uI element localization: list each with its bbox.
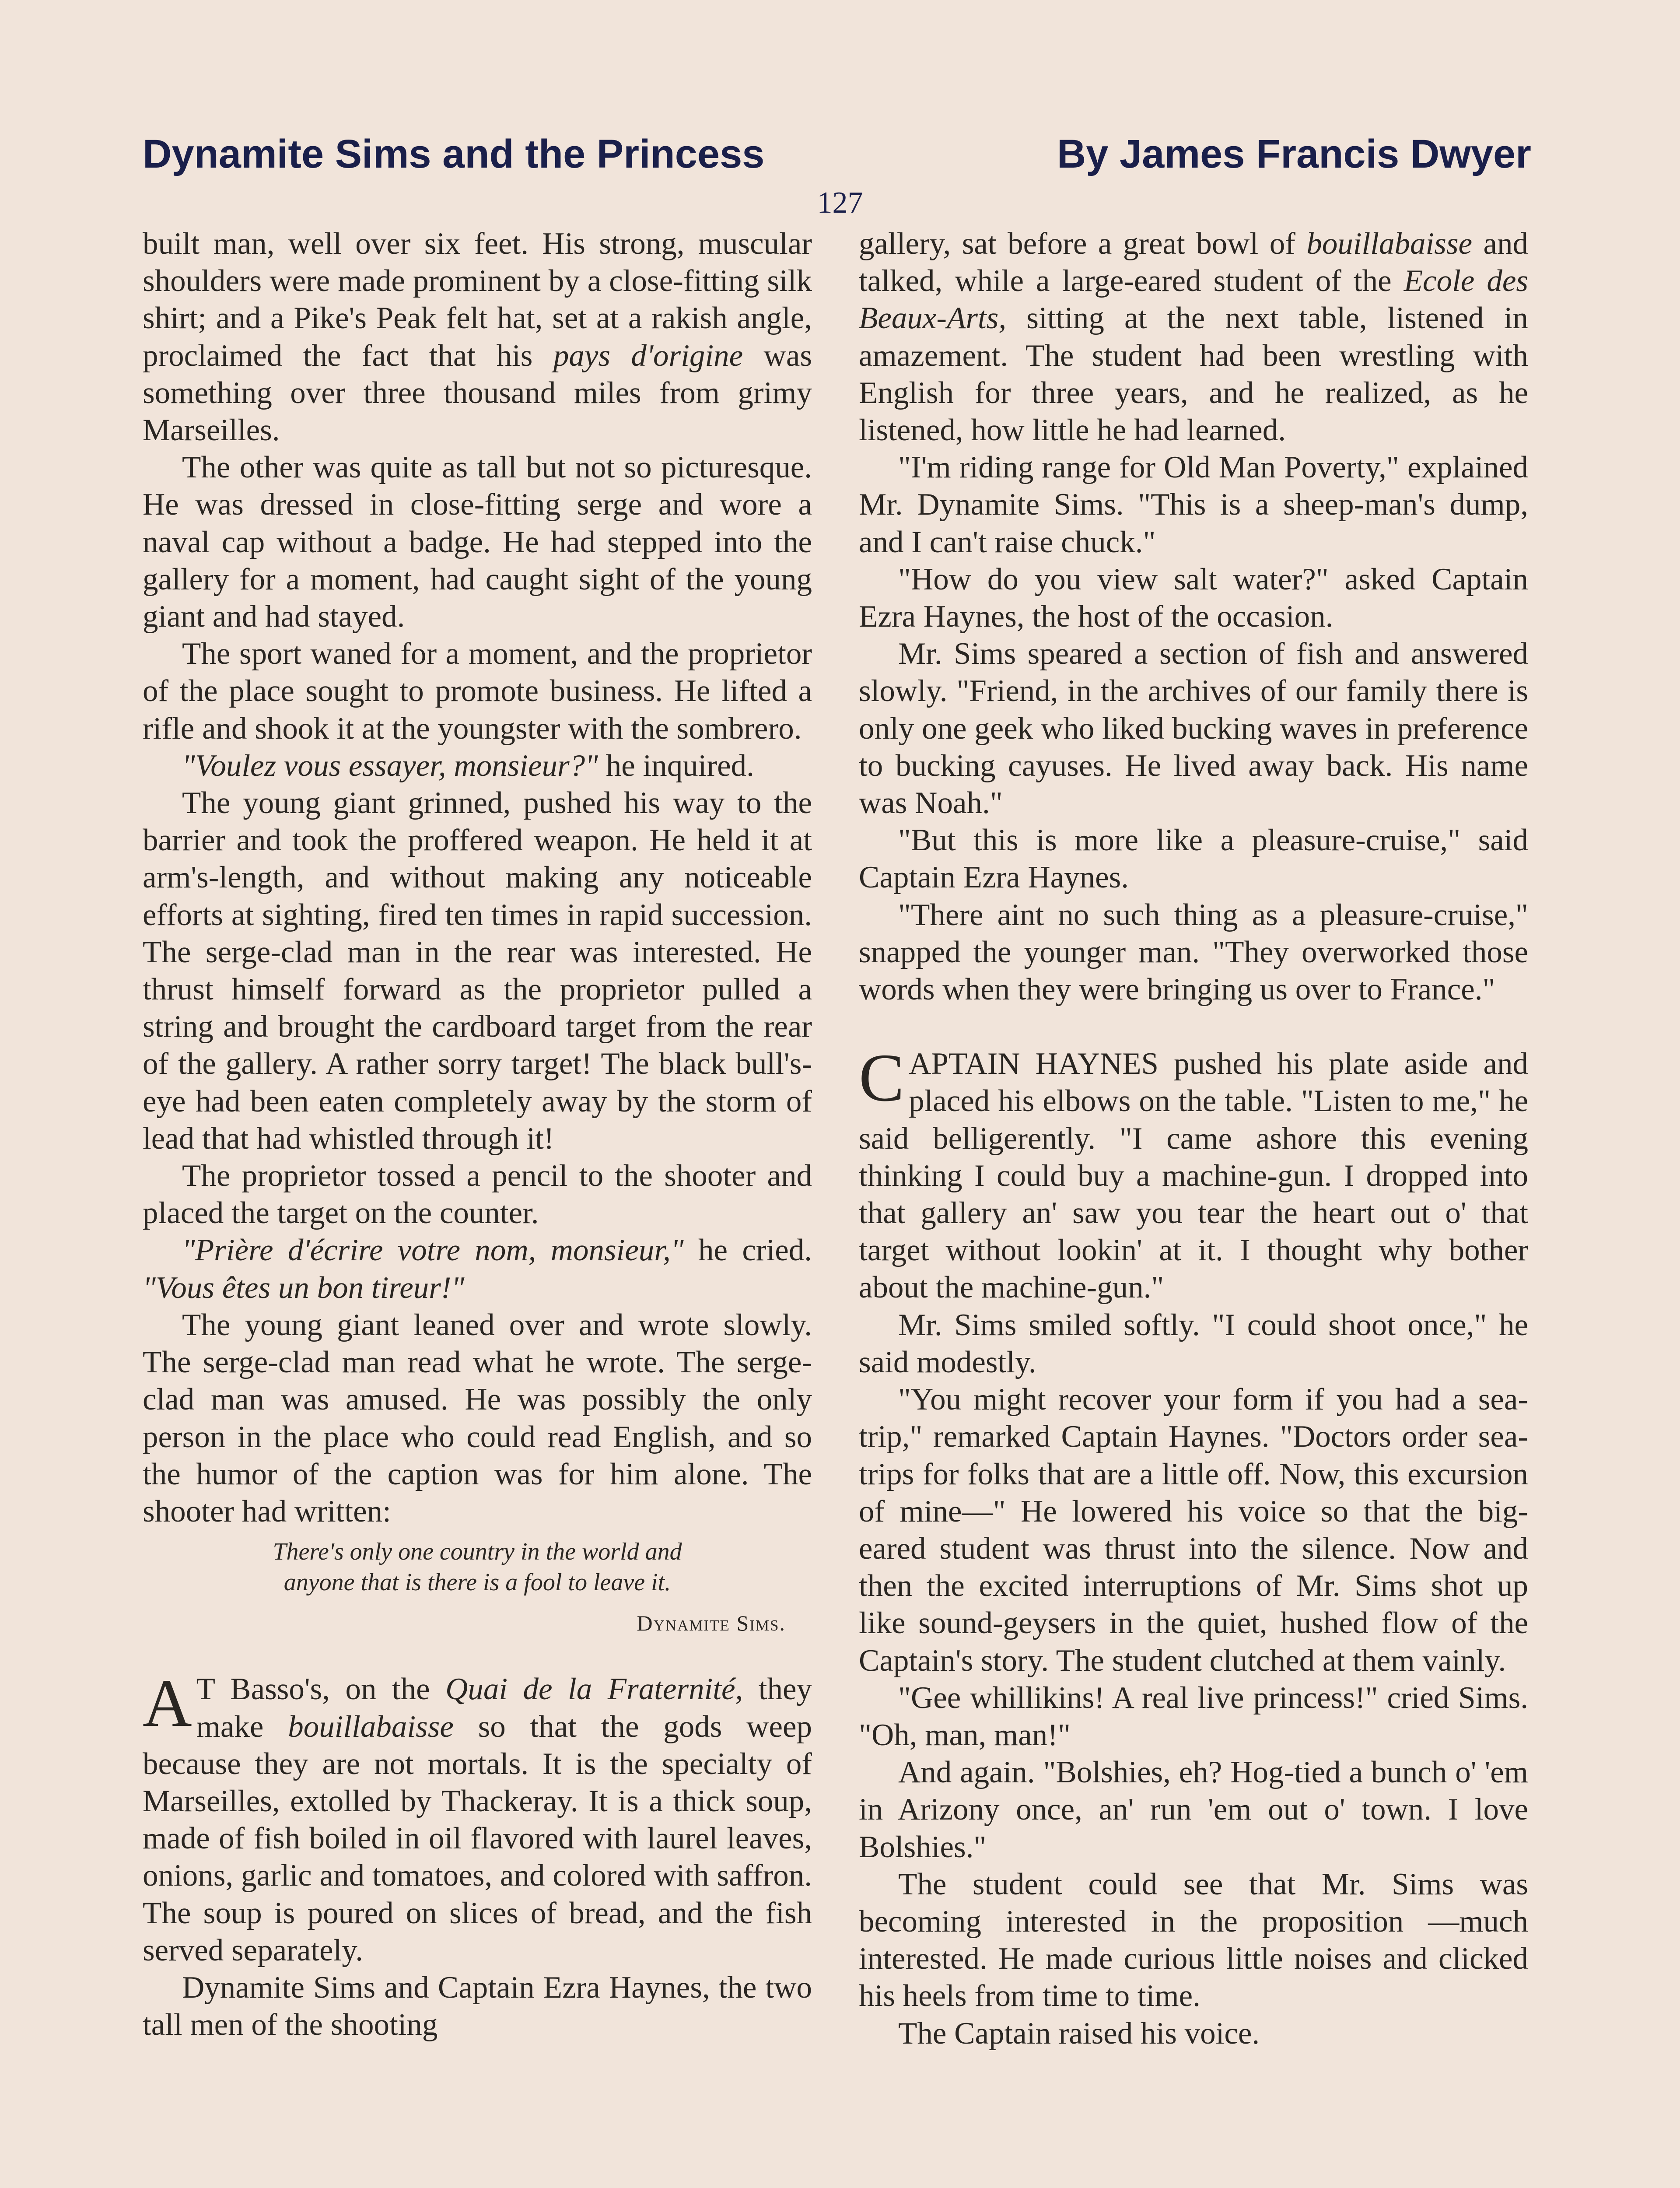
paragraph: "You might recover your form if you had a sea-trip," remarked Captain Haynes. "Doctors order sea-trips for folks that are a little off. Now, this excursion of mine—" He lowered his voice so that the big-eared student was thrust into the silence. Now and then the excited interruptions of Mr. Sims shot up like sound-geysers in the quiet, hushed flow of the Captain's story. The student clutched at them vainly.	[859, 1382, 1528, 1678]
paragraph: The sport waned for a moment, and the proprietor of the place sought to promote business. He lifted a rifle and shook it at the youngster with the sombrero.	[143, 637, 812, 746]
paragraph: The proprietor tossed a pencil to the shooter and placed the target on the counter.	[143, 1159, 812, 1231]
verse-signature: Dynamite Sims.	[637, 1611, 786, 1636]
drop-cap: C	[859, 1040, 905, 1116]
paragraph: built man, well over six feet. His strong, muscular shoulders were made prominent by a close-fitting silk shirt; and a Pike's Peak felt hat, set at a rakish angle, proclaimed the fact that his pays d'origine was something over three thousand miles from grimy Marseilles.	[143, 227, 812, 448]
paragraph: "Prière d'écrire votre nom, monsieur," he cried. "Vous êtes un bon tireur!"	[143, 1233, 812, 1305]
paragraph: Mr. Sims smiled softly. "I could shoot once," he said modestly.	[859, 1308, 1528, 1379]
paragraph: "I'm riding range for Old Man Poverty," explained Mr. Dynamite Sims. "This is a sheep-man's dump, and I can't raise chuck."	[859, 450, 1528, 559]
paragraph: The student could see that Mr. Sims was becoming interested in the proposition —much interested. He made curious little noises and clicked his heels from time to time.	[859, 1867, 1528, 2013]
paragraph: "Gee whillikins! A real live princess!" cried Sims. "Oh, man, man!"	[859, 1680, 1528, 1752]
story-title: Dynamite Sims and the Princess	[143, 132, 765, 176]
paragraph: "Voulez vous essayer, monsieur?" he inquired.	[182, 748, 754, 783]
paragraph: Dynamite Sims and Captain Ezra Haynes, the two tall men of the shooting	[143, 1970, 812, 2042]
page-number: 127	[817, 186, 863, 220]
written-verse: There's only one country in the world and anyone that is there is a fool to leave it.	[273, 1538, 682, 1596]
paragraph: The other was quite as tall but not so picturesque. He was dressed in close-fitting serge and wore a naval cap without a badge. He had stepped into the gallery for a moment, had caught sight of the young giant and had stayed.	[143, 450, 812, 634]
left-column	[143, 225, 812, 2044]
section-paragraph: A T Basso's, on the Quai de la Fraternité, they make bouillabaisse so that the gods weep because they are not mortals. It is the specialty of Marseilles, extolled by Thackeray. It is a thick soup, made of fish boiled in oil flavored with laurel leaves, onions, garlic and tomatoes, and colored with saffron. The soup is poured on slices of bread, and the fish served separately.	[143, 1665, 812, 1967]
right-column	[859, 225, 1528, 2052]
story-author: By James Francis Dwyer	[1057, 132, 1531, 176]
paragraph: "There aint no such thing as a pleasure-cruise," snapped the younger man. "They overworked those words when they were bringing us over to France."	[859, 898, 1528, 1007]
drop-cap: A	[143, 1665, 192, 1741]
paragraph: Mr. Sims speared a section of fish and answered slowly. "Friend, in the archives of our family there is only one geek who liked bucking waves in preference to bucking cayuses. He lived away back. His name was Noah."	[859, 637, 1528, 820]
paragraph: The Captain raised his voice.	[898, 2016, 1260, 2051]
paragraph: And again. "Bolshies, eh? Hog-tied a bunch o' 'em in Arizony once, an' run 'em out o' town. I love Bolshies."	[859, 1755, 1528, 1864]
paragraph: The young giant leaned over and wrote slowly. The serge-clad man read what he wrote. The serge-clad man was amused. He was possibly the only person in the place who could read English, and so the humor of the caption was for him alone. The shooter had written:	[143, 1308, 812, 1529]
paragraph: The young giant grinned, pushed his way to the barrier and took the proffered weapon. He held it at arm's-length, and without making any noticeable efforts at sighting, fired ten times in rapid succession. The serge-clad man in the rear was interested. He thrust himself forward as the proprietor pulled a string and brought the cardboard target from the rear of the gallery. A rather sorry target! The black bull's-eye had been eaten completely away by the storm of lead that had whistled through it!	[143, 786, 812, 1156]
paragraph: "But this is more like a pleasure-cruise," said Captain Ezra Haynes.	[859, 823, 1528, 895]
section-paragraph: CAPTAIN HAYNES pushed his plate aside and placed his elbows on the table. "Listen to me," he said belligerently. "I came ashore this evening thinking I could buy a machine-gun. I dropped into that gallery an' saw you tear the heart out o' that target without lookin' at it. I thought why bother about the machine-gun."	[859, 1040, 1528, 1305]
paragraph: "How do you view salt water?" asked Captain Ezra Haynes, the host of the occasion.	[859, 562, 1528, 634]
paragraph: gallery, sat before a great bowl of bouillabaisse and talked, while a large-eared student of the Ecole des Beaux-Arts, sitting at the next table, listened in amazement. The student had been wrestling with English for three years, and he realized, as he listened, how little he had learned.	[859, 227, 1529, 448]
